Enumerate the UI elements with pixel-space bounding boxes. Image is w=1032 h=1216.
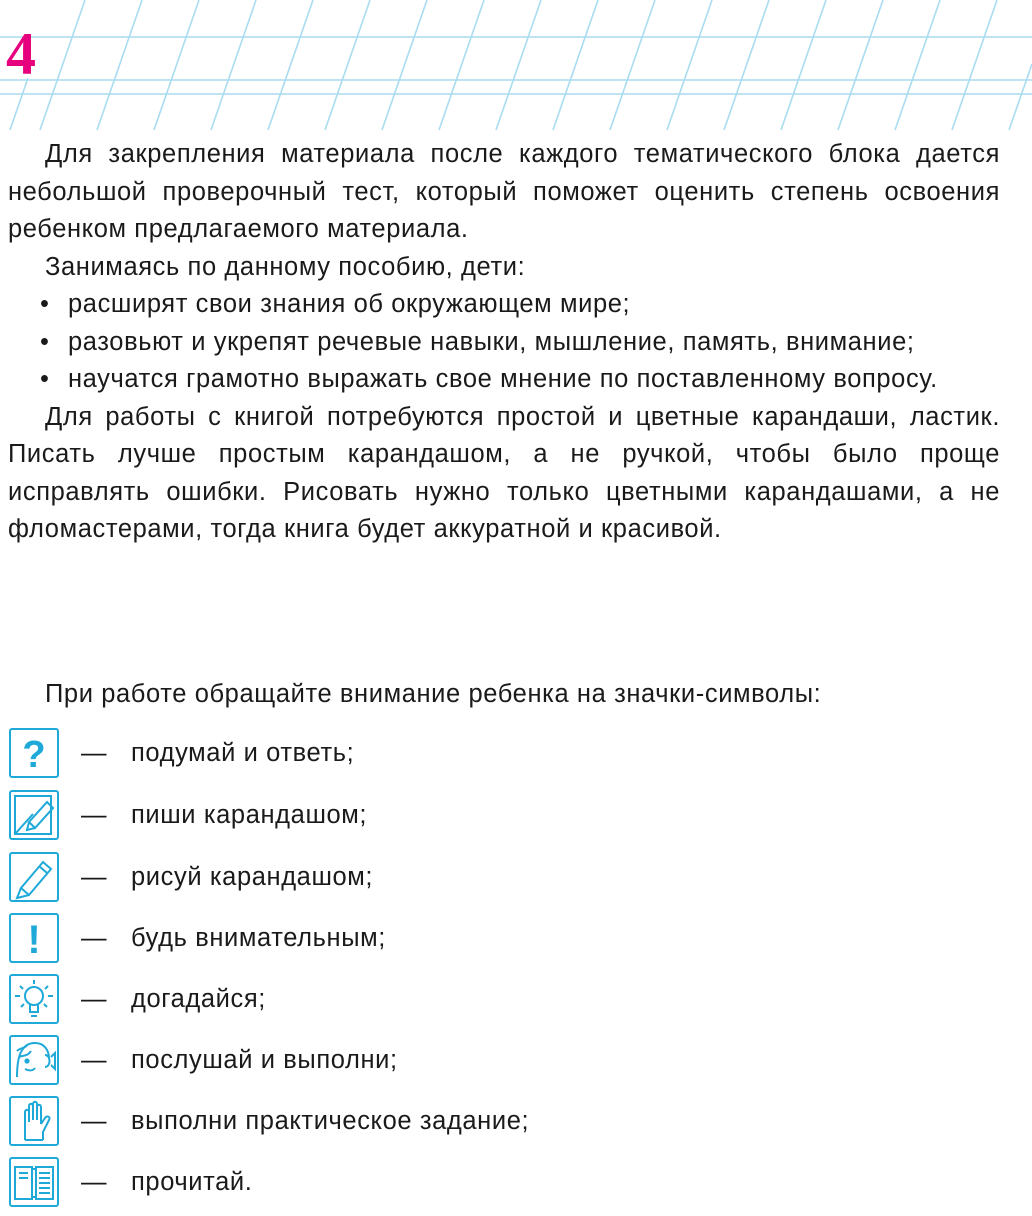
- symbol-label: подумай и ответь;: [131, 738, 355, 767]
- symbol-row-guess: [9, 972, 266, 1026]
- intro-text: [8, 136, 1000, 549]
- ruled-header-lines: [0, 0, 1032, 140]
- write-pencil-icon: [9, 790, 59, 840]
- question-icon: [9, 728, 59, 778]
- bullet-mark: •: [40, 365, 50, 393]
- symbol-row-draw: [9, 850, 373, 904]
- ear-icon: [9, 1035, 59, 1085]
- symbol-row-attention: [9, 911, 386, 965]
- symbol-dash: —: [81, 984, 107, 1013]
- paragraph-supplies: Для работы с книгой потребуются простой и цветные карандаши, ластик. Писать лучше простым карандашом, а не ручкой, чтобы было проще исправлять ошибки. Рисовать нужно только цветными карандашами, а не фломастерами, тогда книга будет аккуратной и красивой.: [8, 402, 1000, 543]
- symbol-row-think: [9, 726, 354, 780]
- symbol-label: будь внимательным;: [131, 923, 386, 952]
- paragraph-test-info: Для закрепления материала после каждого тематического блока дается небольшой проверочный тест, который поможет оценить степень освоения ребенком предлагаемого материала.: [8, 140, 1000, 243]
- svg-text:?: ?: [22, 734, 46, 773]
- lightbulb-icon: [9, 974, 59, 1024]
- symbol-label: догадайся;: [131, 984, 266, 1013]
- symbol-dash: —: [81, 800, 107, 829]
- bullet-mark: •: [40, 327, 50, 356]
- symbol-row-listen: [9, 1033, 398, 1087]
- symbol-dash: —: [81, 862, 107, 891]
- bullet-text: расширят свои знания об окружающем мире;: [68, 290, 631, 318]
- symbol-dash: —: [81, 923, 107, 952]
- book-icon: [9, 1157, 59, 1207]
- bullet-text: научатся грамотно выражать свое мнение по поставленному вопросу.: [68, 365, 938, 393]
- page-number: 4: [6, 21, 36, 87]
- bullet-mark: •: [40, 290, 50, 318]
- paragraph-children-intro: Занимаясь по данному пособию, дети:: [45, 252, 526, 281]
- symbol-row-read: [9, 1155, 252, 1209]
- symbol-dash: —: [81, 1167, 107, 1196]
- symbols-intro: При работе обращайте внимание ребенка на значки-символы:: [45, 680, 822, 708]
- symbol-label: прочитай.: [131, 1167, 253, 1196]
- symbol-label: выполни практическое задание;: [131, 1106, 530, 1135]
- pencil-icon: [9, 852, 59, 902]
- symbol-row-write: [9, 788, 367, 842]
- exclamation-icon: [9, 913, 59, 963]
- bullet-item: [8, 361, 1000, 399]
- bullet-item: [8, 286, 1000, 324]
- symbol-dash: —: [81, 1045, 107, 1074]
- bullet-item: [8, 324, 1000, 362]
- symbol-label: послушай и выполни;: [131, 1045, 398, 1074]
- hand-icon: [9, 1096, 59, 1146]
- bullet-text: разовьют и укрепят речевые навыки, мышление, память, внимание;: [68, 327, 915, 356]
- svg-text:!: !: [27, 918, 41, 958]
- symbol-label: пиши карандашом;: [131, 800, 368, 829]
- symbol-row-practice: [9, 1094, 529, 1148]
- symbol-label: рисуй карандашом;: [131, 862, 374, 891]
- symbol-dash: —: [81, 738, 107, 767]
- symbol-dash: —: [81, 1106, 107, 1135]
